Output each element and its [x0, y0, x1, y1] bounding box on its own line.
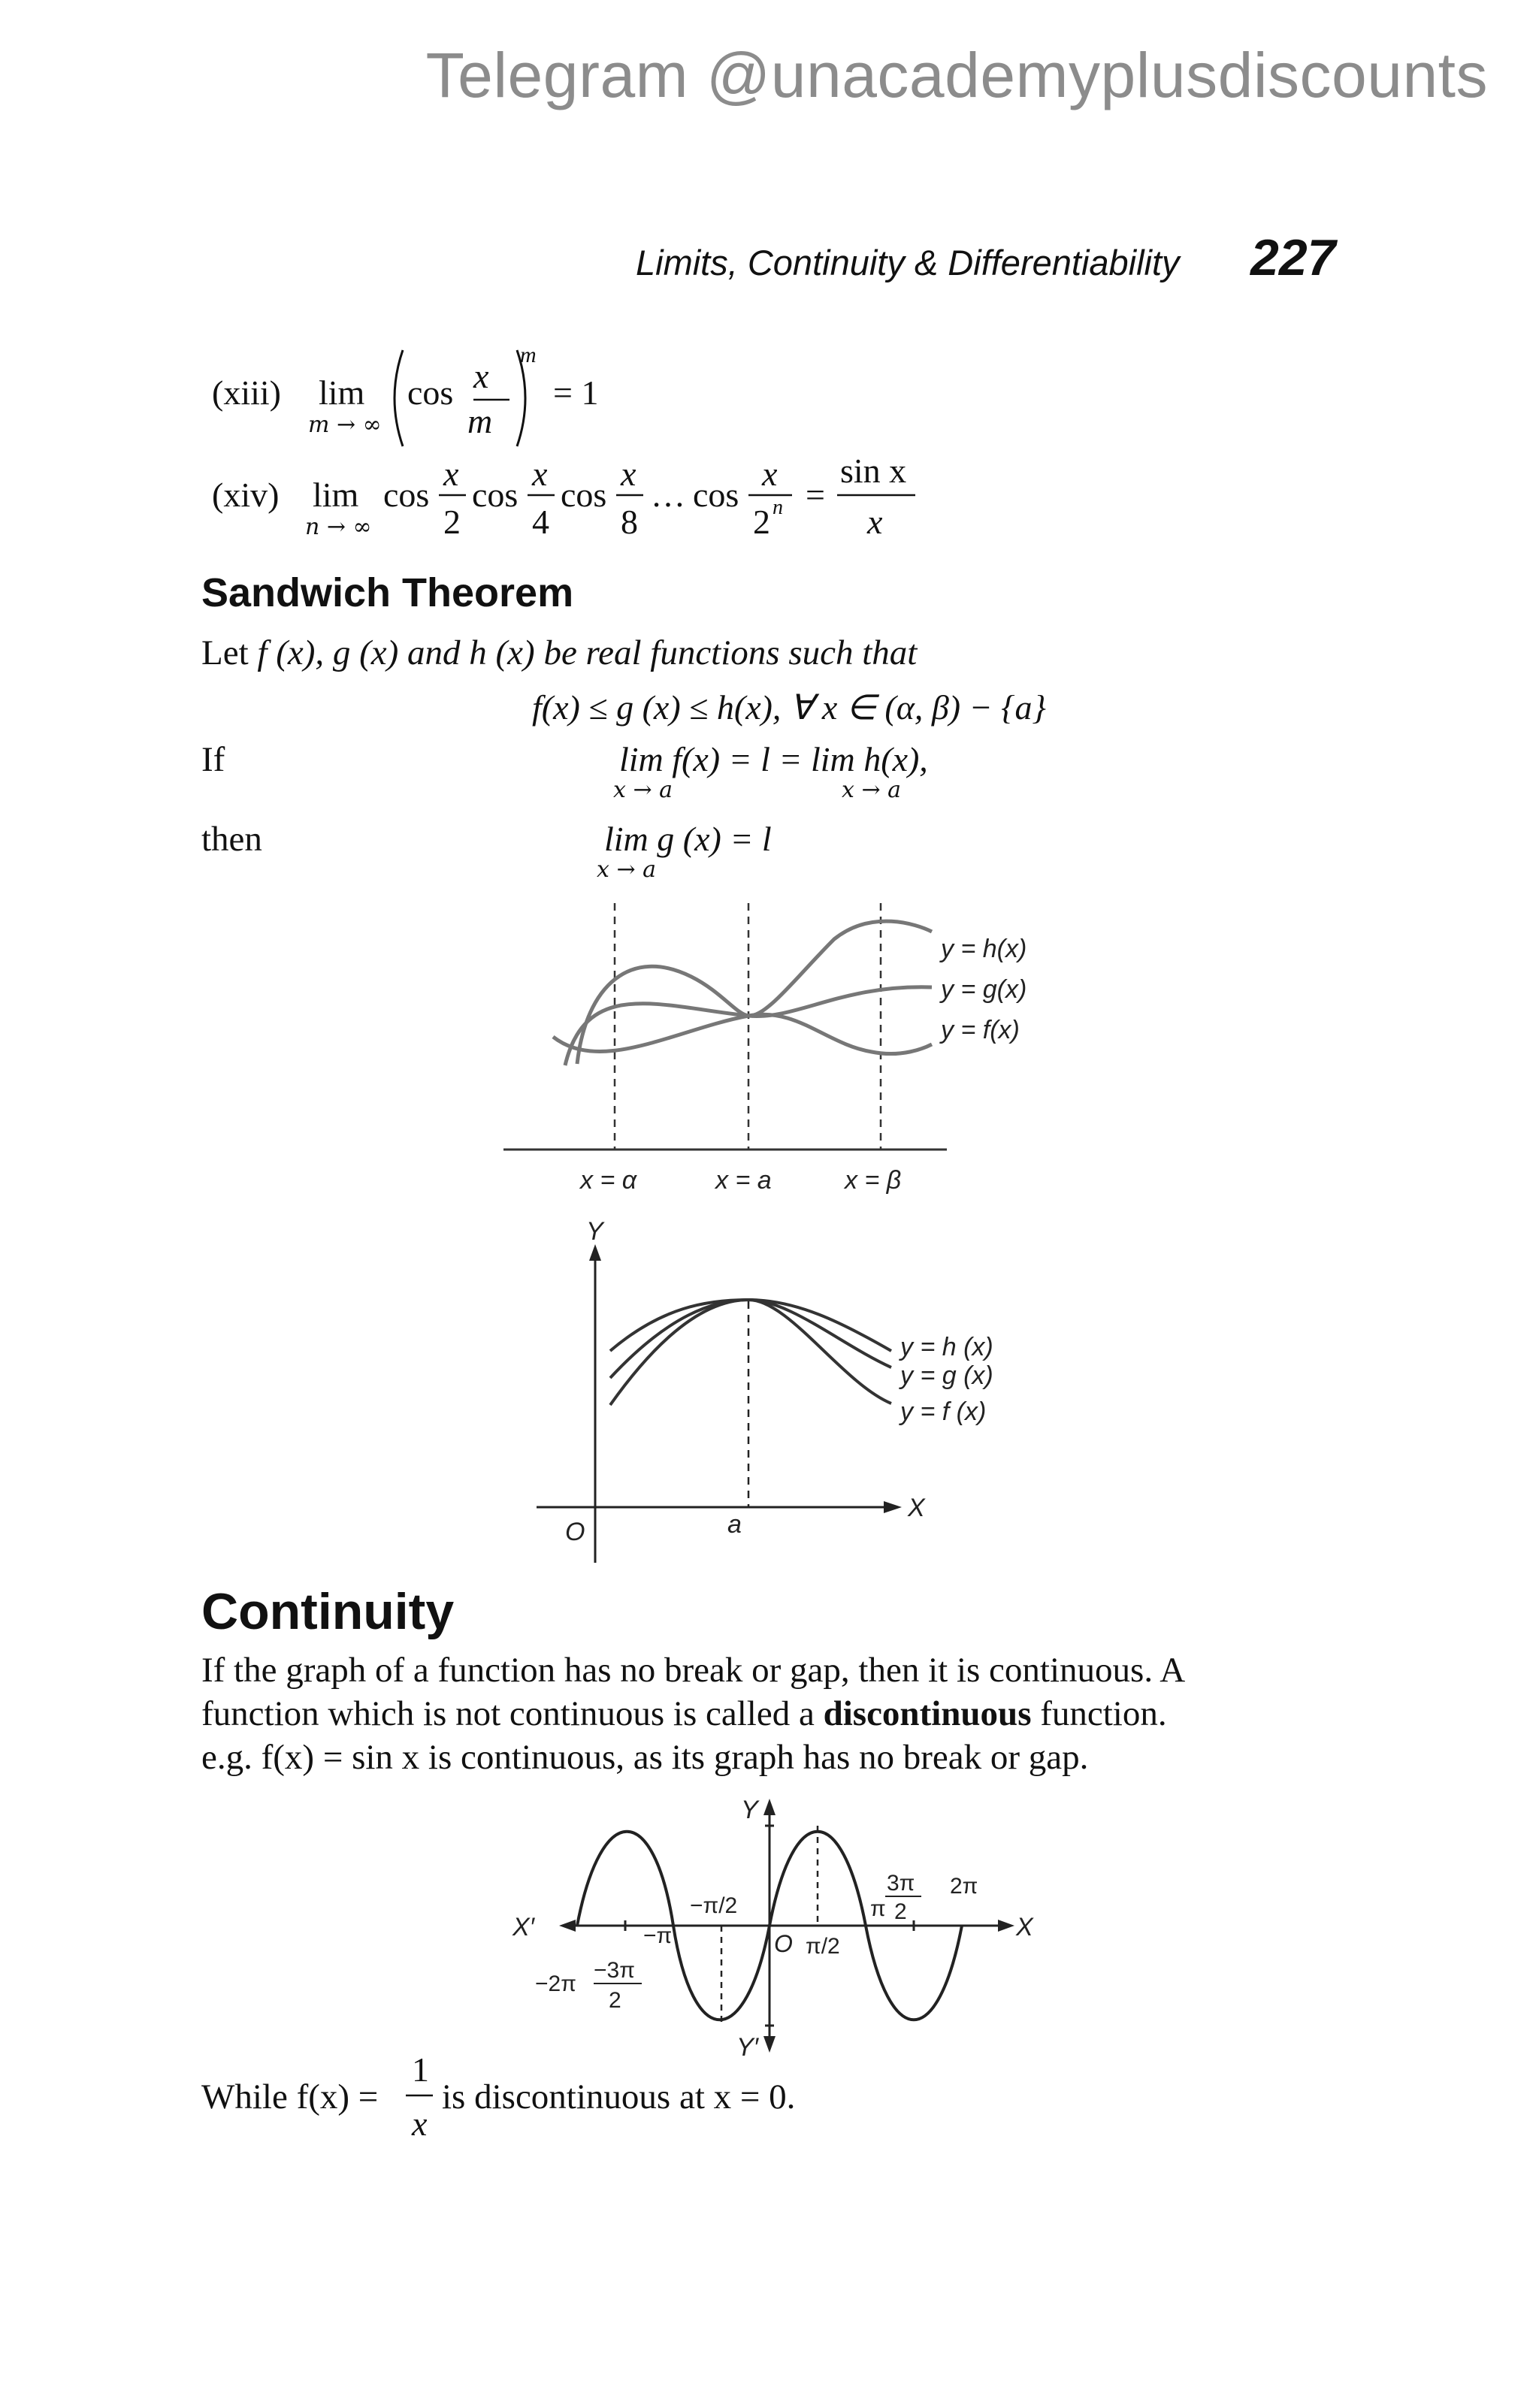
fig3-xprime-arrow-icon [559, 1920, 576, 1932]
formula-xiv-num-1: x [443, 455, 459, 493]
formula-xiv-cos-4: cos [693, 476, 739, 514]
formula-xiii-cos: cos [407, 373, 454, 412]
formula-xiv-den-3: 8 [621, 503, 638, 541]
fig1-label-h: y = h(x) [941, 935, 1027, 963]
fig3-label-3pi-den: 2 [894, 1899, 907, 1924]
closing-frac-bar [404, 2093, 434, 2098]
fig2-label-h: y = h (x) [900, 1333, 993, 1361]
formula-xiv-label: (xiv) [212, 476, 280, 514]
fig3-label-origin: O [774, 1930, 793, 1957]
continuity-term-discontinuous: discontinuous [823, 1694, 1032, 1733]
fig2-a-label: a [727, 1510, 742, 1539]
fig2-curve-g [610, 1300, 891, 1378]
continuity-heading: Continuity [201, 1583, 455, 1640]
fig3-label-neg-pi: −π [643, 1923, 673, 1948]
fig3-label-3pi-num: 3π [887, 1871, 915, 1896]
figure-sandwich-peak [526, 1217, 1022, 1563]
formula-xiv-cos-2: cos [472, 476, 519, 514]
sandwich-then-expr: lim g (x) = l [604, 820, 772, 858]
formula-xiii-num: x [473, 357, 489, 395]
continuity-paragraph [201, 1648, 1344, 1779]
fig3-yprime-arrow-icon [763, 2036, 776, 2053]
formula-xiii-rhs: = 1 [553, 373, 599, 412]
fig1-label-f: y = f(x) [941, 1016, 1020, 1044]
continuity-line-1: If the graph of a function has no break or gap, then it is continuous. A [201, 1651, 1186, 1690]
formula-xiv-den-4-sup: n [773, 496, 783, 519]
formula-xiv-num-2: x [532, 455, 548, 493]
sandwich-inequality: f(x) ≤ g (x) ≤ h(x), ∀ x ∈ (α, β) − {a} [532, 688, 1046, 727]
sandwich-if-sub-2: x → a [842, 777, 902, 803]
formula-xiv-num-4: x [762, 455, 778, 493]
fig3-label-x: X [1016, 1913, 1033, 1941]
closing-frac-num: 1 [412, 2050, 429, 2089]
sandwich-if-expr: lim f(x) = l = lim h(x), [619, 740, 928, 778]
watermark: Telegram @unacademyplusdiscounts [425, 40, 1488, 110]
fig1-curve-f [553, 1014, 932, 1053]
figure-sandwich-curves [481, 894, 1052, 1217]
fig3-y-arrow-icon [763, 1799, 776, 1815]
continuity-line-2: function which is not continuous is called a discontinuous function. [201, 1694, 1167, 1733]
fig2-origin-label: O [565, 1518, 585, 1546]
fig1-label-g: y = g(x) [941, 975, 1027, 1004]
formula-xiii-power: m [520, 343, 537, 367]
formula-xiii-lim-sub: m → ∞ [308, 412, 382, 438]
fig1-xlabel-a: x = a [715, 1166, 772, 1195]
formula-xiii-den: m [467, 402, 493, 440]
fig3-label-pi: π [870, 1896, 886, 1921]
formula-xiv-lim-sub: n → ∞ [305, 514, 372, 540]
fig3-label-yprime: Y′ [736, 2033, 759, 2062]
formula-xiv-cos-1: cos [383, 476, 430, 514]
formula-xiv-rhs-num: sin x [840, 452, 907, 490]
fig3-x-arrow-icon [998, 1920, 1014, 1932]
fig3-label-xprime: X′ [512, 1913, 535, 1941]
closing-frac-den: x [412, 2104, 428, 2143]
fig1-curve-h [577, 921, 932, 1064]
fig3-label-neg3pi-den: 2 [609, 1988, 621, 2013]
formula-xiv-rhs-den: x [867, 503, 883, 541]
fig2-axis-y-label: Y [586, 1217, 603, 1246]
fig2-y-arrow-icon [589, 1244, 601, 1261]
fig2-curve-f [610, 1300, 891, 1405]
fig3-label-neg-2pi: −2π [535, 1971, 576, 1996]
fig1-xlabel-beta: x = β [845, 1166, 902, 1195]
formula-xiv-num-3: x [621, 455, 636, 493]
formula-xiv-dots: … [651, 476, 685, 514]
sandwich-intro-rest: f (x), g (x) and h (x) be real functions such that [257, 633, 918, 672]
formula-xiv-den-2: 4 [532, 503, 549, 541]
formula-xiii-lim: lim [319, 373, 365, 412]
running-title: Limits, Continuity & Differentiability [636, 243, 1180, 282]
page-number: 227 [1250, 229, 1336, 286]
formula-xiv-lim: lim [313, 476, 359, 514]
figure-sine-graph [496, 1793, 1052, 2063]
sandwich-if-sub-1: x → a [613, 777, 673, 803]
fig3-label-neg3pi-num: −3π [594, 1958, 635, 1983]
sandwich-intro-pre: Let [201, 633, 258, 672]
fig2-label-f: y = f (x) [900, 1397, 987, 1426]
continuity-line-3: e.g. f(x) = sin x is continuous, as its graph has no break or gap. [201, 1738, 1089, 1777]
fig1-xlabel-alpha: x = α [580, 1166, 637, 1195]
formula-xiv-den-1: 2 [443, 503, 461, 541]
fig3-label-2pi: 2π [950, 1874, 978, 1899]
fig2-label-g: y = g (x) [900, 1361, 993, 1390]
sandwich-if: If [201, 740, 225, 779]
sandwich-then: then [201, 820, 262, 859]
sandwich-heading: Sandwich Theorem [201, 570, 574, 615]
fig2-axis-x-label: X [908, 1494, 925, 1522]
fig3-label-y: Y [741, 1796, 758, 1824]
fig3-label-neg-pi2: −π/2 [690, 1893, 738, 1918]
closing-post: is discontinuous at x = 0. [442, 2077, 796, 2116]
sandwich-intro [201, 631, 917, 675]
formula-xiv-den-4: 2 [753, 503, 770, 541]
fig2-x-arrow-icon [884, 1501, 902, 1513]
formula-xiv-fraction-bars [428, 491, 924, 499]
closing-pre: While f(x) = [201, 2077, 379, 2116]
formula-xiii-label: (xiii) [212, 373, 281, 412]
formula-xiv-eq: = [806, 476, 825, 514]
sandwich-then-sub: x → a [597, 857, 657, 883]
formula-xiv-cos-3: cos [561, 476, 607, 514]
fig3-label-pi2: π/2 [806, 1934, 840, 1959]
